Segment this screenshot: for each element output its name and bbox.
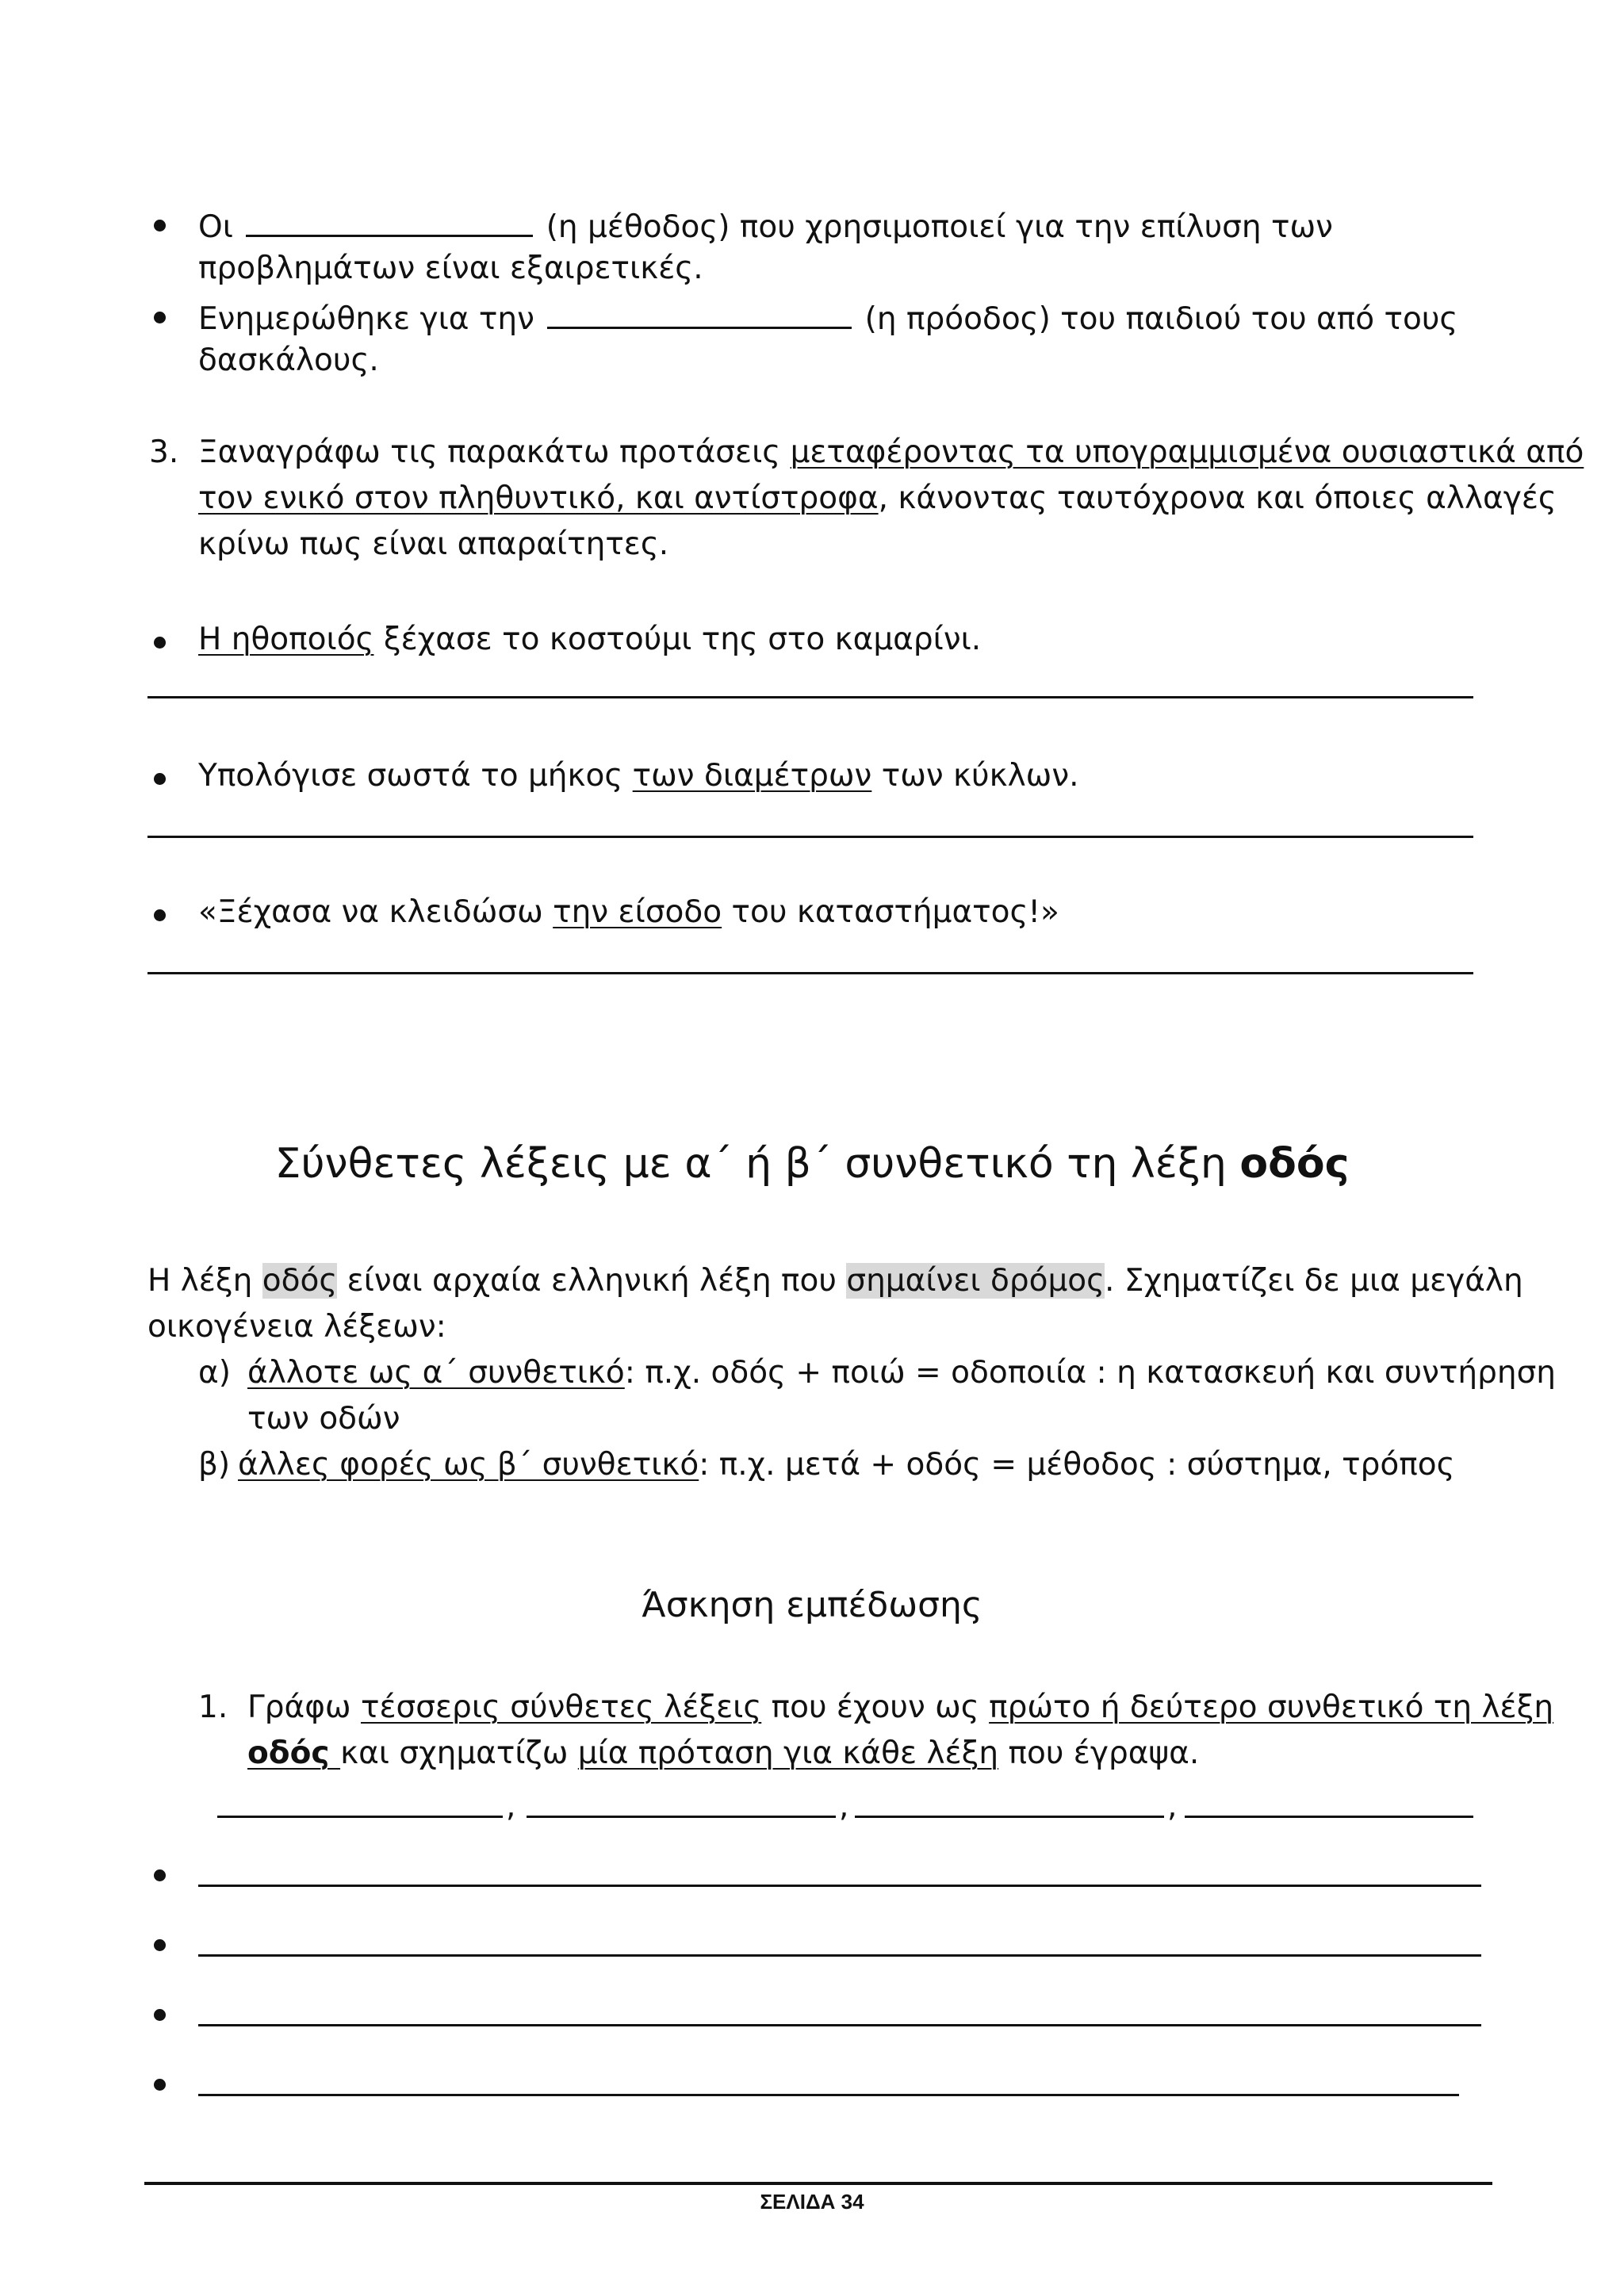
exercise-3-line-1 — [198, 434, 1584, 470]
underlined-text: άλλοτε ως α΄ συνθετικό — [247, 1355, 625, 1391]
text: των κύκλων. — [871, 758, 1079, 794]
sentence-line[interactable] — [198, 2024, 1481, 2026]
bullet-dot — [154, 1939, 166, 1951]
section-title — [0, 1140, 1624, 1188]
underlined-text: μεταφέροντας τα υπογραμμισμένα ουσιαστικά από — [790, 434, 1584, 470]
text: είναι αρχαία ελληνική λέξη που — [337, 1263, 847, 1299]
sentence-3 — [198, 894, 1059, 930]
exercise-title: Άσκηση εμπέδωσης — [642, 1585, 982, 1625]
highlighted-text: οδός — [262, 1263, 338, 1299]
item-a-label: α) — [198, 1355, 231, 1391]
underlined-text: των διαμέτρων — [632, 758, 872, 794]
item-a-line-2: των οδών — [247, 1401, 400, 1437]
sentence-line[interactable] — [198, 1885, 1481, 1887]
bullet-dot — [154, 773, 166, 785]
answer-line[interactable] — [147, 836, 1473, 838]
title-text: Σύνθετες λέξεις με α΄ ή β΄ συνθετικό τη λέξη — [274, 1140, 1240, 1188]
text: Ξαναγράφω τις παρακάτω προτάσεις — [198, 434, 781, 470]
text: Οι — [198, 209, 233, 245]
text: . Σχηματίζει δε μια μεγάλη — [1105, 1263, 1523, 1299]
word-blank[interactable] — [855, 1816, 1164, 1818]
text: , κάνοντας ταυτόχρονα και όποιες αλλαγές — [878, 480, 1557, 516]
blank-field[interactable] — [547, 297, 852, 329]
text: και σχηματίζω — [340, 1735, 578, 1771]
text: «Ξέχασα να κλειδώσω — [198, 894, 553, 930]
word-blank[interactable] — [527, 1816, 836, 1818]
word-blank[interactable] — [217, 1816, 503, 1818]
exercise-1-line-1 — [247, 1689, 1553, 1725]
bullet-dot — [154, 312, 166, 323]
bullet-2-line-2: δασκάλους. — [198, 342, 379, 378]
text: ξέχασε το κοστούμι της στο καμαρίνι. — [373, 622, 982, 657]
footer-rule — [144, 2182, 1492, 2185]
exercise-3-line-3: κρίνω πως είναι απαραίτητες. — [198, 526, 669, 562]
bullet-dot — [154, 2009, 166, 2021]
item-b-label: β) — [198, 1447, 231, 1483]
text: που έχουν ως — [761, 1689, 990, 1725]
exercise-1-number: 1. — [198, 1689, 228, 1725]
bold-underlined-text: οδός — [247, 1735, 341, 1771]
sentence-2 — [198, 758, 1079, 794]
text: (η μέθοδος) που χρησιμοποιεί για την επίλυση των — [546, 209, 1333, 245]
underlined-text: μία πρόταση για κάθε λέξη — [577, 1735, 999, 1771]
title-bold-word: οδός — [1239, 1140, 1350, 1188]
highlighted-text: σημαίνει δρόμος — [846, 1263, 1105, 1299]
item-a-line-1 — [247, 1355, 1556, 1391]
blank-field[interactable] — [246, 205, 533, 237]
sentence-line[interactable] — [198, 2094, 1459, 2096]
comma: , — [506, 1789, 516, 1824]
sentence-line[interactable] — [198, 1954, 1481, 1957]
sentence-1 — [198, 622, 981, 657]
item-b-line — [238, 1447, 1454, 1483]
text: που έγραψα. — [998, 1735, 1200, 1771]
bullet-dot — [154, 220, 166, 232]
text: του καταστήματος!» — [722, 894, 1059, 930]
text: (η πρόοδος) του παιδιού του από τους — [864, 301, 1458, 337]
text: Υπολόγισε σωστά το μήκος — [198, 758, 633, 794]
underlined-text: τον ενικό στον πληθυντικό, και αντίστροφα — [198, 480, 879, 516]
exercise-3-line-2 — [198, 480, 1557, 516]
paragraph-line-1 — [147, 1263, 1523, 1299]
bullet-1-line-2: προβλημάτων είναι εξαιρετικές. — [198, 251, 703, 286]
text: : π.χ. μετά + οδός = μέθοδος : σύστημα, τρόπος — [699, 1447, 1455, 1483]
page-number: ΣΕΛΙΔΑ 34 — [760, 2190, 864, 2214]
bullet-dot — [154, 1869, 166, 1881]
underlined-text: τέσσερις σύνθετες λέξεις — [360, 1689, 762, 1725]
bullet-dot — [154, 909, 166, 921]
word-blank[interactable] — [1185, 1816, 1473, 1818]
answer-line[interactable] — [147, 696, 1473, 698]
bullet-2-line-1 — [198, 297, 1457, 337]
text: : π.χ. οδός + ποιώ = οδοποιία : η κατασκευή και συντήρηση — [624, 1355, 1557, 1391]
bullet-dot — [154, 637, 166, 649]
underlined-text: Η ηθοποιός — [198, 622, 374, 657]
bullet-1-line-1 — [198, 205, 1333, 245]
text: Ενημερώθηκε για την — [198, 301, 534, 337]
exercise-3-number: 3. — [149, 434, 179, 470]
text: Η λέξη — [147, 1263, 262, 1299]
text: Γράφω — [247, 1689, 361, 1725]
underlined-text: την είσοδο — [553, 894, 722, 930]
underlined-text: πρώτο ή δεύτερο συνθετικό τη λέξη — [989, 1689, 1554, 1725]
answer-line[interactable] — [147, 972, 1473, 974]
comma: , — [839, 1789, 849, 1824]
bullet-dot — [154, 2079, 166, 2091]
exercise-1-line-2 — [247, 1735, 1199, 1771]
underlined-text: άλλες φορές ως β΄ συνθετικό — [238, 1447, 699, 1483]
paragraph-line-2: οικογένεια λέξεων: — [147, 1309, 446, 1345]
comma: , — [1167, 1789, 1178, 1824]
